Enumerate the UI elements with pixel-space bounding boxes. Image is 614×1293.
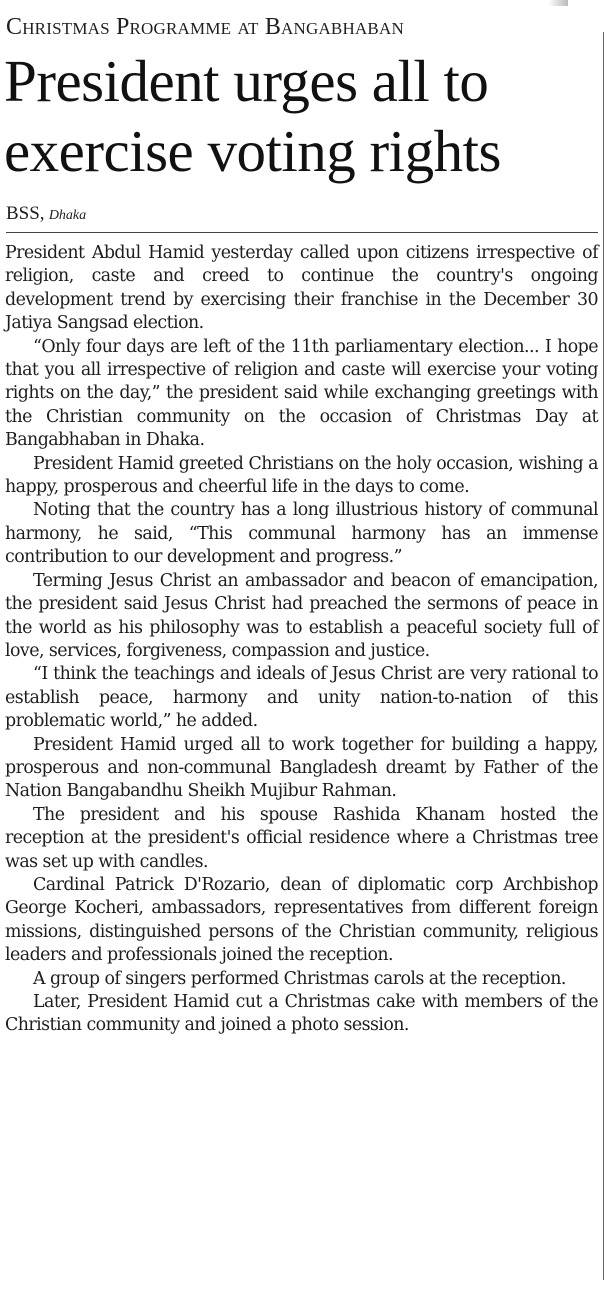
paragraph: “I think the teachings and ideals of Jesus Christ are very rational to establish peace, harmony and unity nation-to-nation of this problematic world,” he added. <box>5 664 598 732</box>
headline-line-2: exercise voting rights <box>4 118 501 184</box>
paragraph: A group of singers performed Christmas carols at the reception. <box>33 968 566 989</box>
byline <box>6 203 86 225</box>
paragraph: Later, President Hamid cut a Christmas cake with members of the Christian community and joined a photo session. <box>5 992 598 1036</box>
byline-agency: BSS, <box>6 203 45 224</box>
paragraph: Terming Jesus Christ an ambassador and beacon of emancipation, the president said Jesus Christ had preached the sermons of peace in the world as his philosophy was to establish a peaceful society full of love, services, forgiveness, compassion and justice. <box>5 570 598 661</box>
kicker: Christmas Programme at Bangabhaban <box>6 14 404 40</box>
byline-rule <box>6 232 598 233</box>
paragraph: President Hamid urged all to work together for building a happy, prosperous and non-communal Bangladesh dreamt by Father of the Nation Bangabandhu Sheikh Mujibur Rahman. <box>5 734 598 802</box>
paragraph: President Hamid greeted Christians on the holy occasion, wishing a happy, prosperous and cheerful life in the days to come. <box>5 453 598 498</box>
headline <box>4 46 604 186</box>
article-body <box>5 242 598 1038</box>
byline-place: Dhaka <box>48 208 87 223</box>
paragraph: The president and his spouse Rashida Khanam hosted the reception at the president's official residence where a Christmas tree was set up with candles. <box>5 804 598 872</box>
paragraph: “Only four days are left of the 11th parliamentary election... I hope that you all irrespective of religion and caste will exercise your voting rights on the day,” the president said while exchanging greetings with the Christian community on the occasion of Christmas Day at Bangabhaban in Dhaka. <box>5 336 598 451</box>
scan-edge-mark <box>548 0 568 6</box>
column-divider <box>603 32 604 1280</box>
headline-line-1: President urges all to <box>4 48 489 114</box>
paragraph: President Abdul Hamid yesterday called upon citizens irrespective of religion, caste and creed to continue the country's ongoing development trend by exercising their franchise in the December 30 Jatiya Sangsad election. <box>5 243 598 334</box>
paragraph: Cardinal Patrick D'Rozario, dean of diplomatic corp Archbishop George Kocheri, ambassadors, representatives from different foreign missions, distinguished persons of the Christian community, religious leaders and professionals joined the reception. <box>5 874 598 966</box>
paragraph: Noting that the country has a long illustrious history of communal harmony, he said, “This communal harmony has an immense contribution to our development and progress.” <box>5 500 598 568</box>
